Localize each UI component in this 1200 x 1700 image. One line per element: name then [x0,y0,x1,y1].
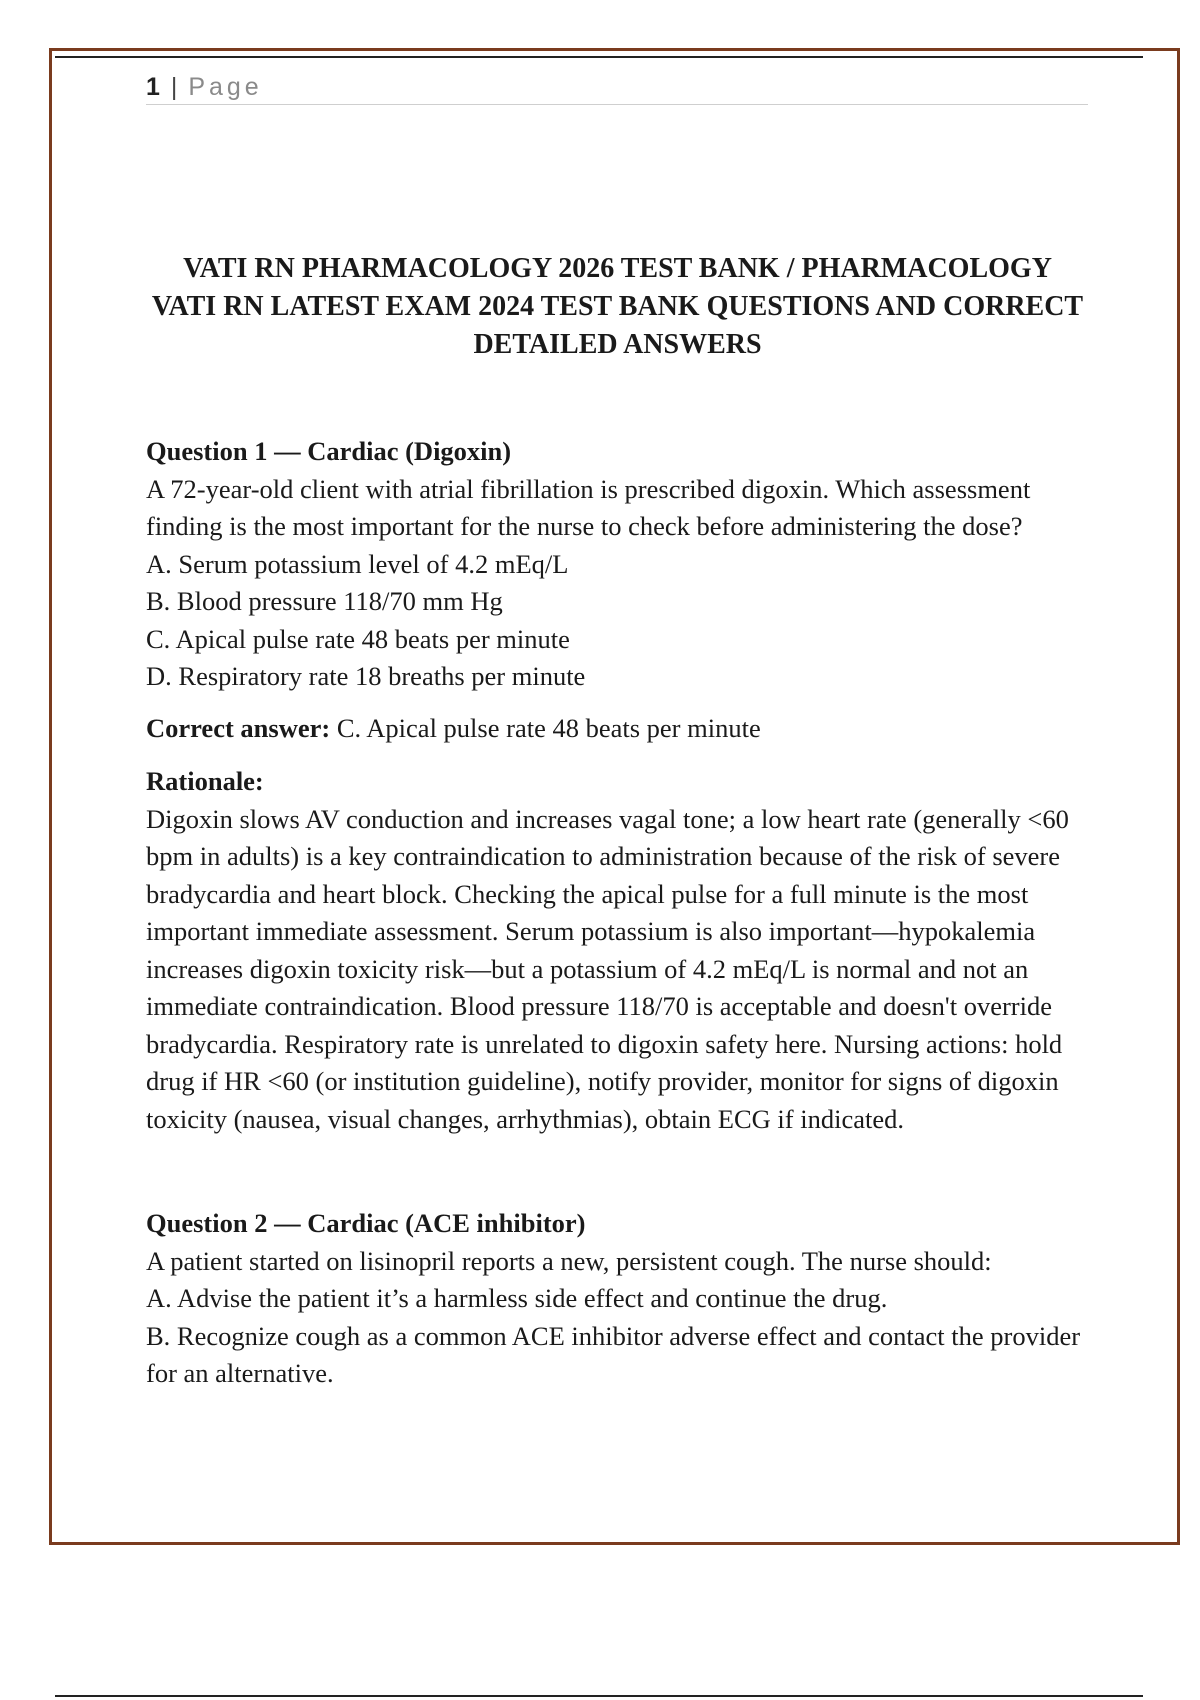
content [146,433,1096,1393]
rationale-label: Rationale: [146,766,264,796]
top-rule [55,56,1143,58]
page-label: Page [188,73,263,101]
bottom-rule [55,1695,1143,1697]
page-separator: | [170,73,178,101]
question-heading: Question 1 — Cardiac (Digoxin) [146,436,512,466]
page-header [146,70,1088,105]
question-heading: Question 2 — Cardiac (ACE inhibitor) [146,1208,586,1238]
option-list [146,546,1096,696]
option-b: B. Recognize cough as a common ACE inhibitor adverse effect and contact the provider for an alternative. [146,1320,1081,1388]
option-b: B. Blood pressure 118/70 mm Hg [146,586,503,616]
question-text: A 72-year-old client with atrial fibrillation is prescribed digoxin. Which assessment finding is the most important for the nurse to check before administering the dose? [146,473,1031,541]
question-1 [146,433,1096,1138]
option-list [146,1280,1096,1393]
correct-answer-value: C. Apical pulse rate 48 beats per minute [336,712,761,743]
title-line-2: VATI RN LATEST EXAM 2024 TEST BANK QUESTIONS AND CORRECT [151,291,1084,322]
page-number: 1 [146,73,160,101]
title-line-1: VATI RN PHARMACOLOGY 2026 TEST BANK / PHARMACOLOGY [183,253,1052,284]
document-title [140,250,1095,364]
correct-answer-label: Correct answer: [146,712,331,743]
option-a: A. Advise the patient it’s a harmless side effect and continue the drug. [146,1283,888,1313]
title-line-3: DETAILED ANSWERS [473,329,762,360]
option-d: D. Respiratory rate 18 breaths per minute [146,661,586,691]
correct-answer [146,710,1096,748]
question-text: A patient started on lisinopril reports a new, persistent cough. The nurse should: [146,1245,992,1276]
rationale-text: Digoxin slows AV conduction and increases vagal tone; a low heart rate (generally <60 bpm in adults) is a key contraindication to administration because of the risk of severe bradycardia and heart block. Checking the apical pulse for a full minute is the most important immediate assessment. Serum potassium is also important—hypokalemia increases digoxin toxicity risk—but a potassium of 4.2 mEq/L is normal and not an immediate contraindication. Blood pressure 118/70 is acceptable and doesn't override bradycardia. Respiratory rate is unrelated to digoxin safety here. Nursing actions: hold drug if HR <60 (or institution guideline), notify provider, monitor for signs of digoxin toxicity (nausea, visual changes, arrhythmias), obtain ECG if indicated. [146,803,1069,1134]
option-a: A. Serum potassium level of 4.2 mEq/L [146,548,569,579]
question-2 [146,1205,1096,1393]
option-c: C. Apical pulse rate 48 beats per minute [146,623,570,654]
